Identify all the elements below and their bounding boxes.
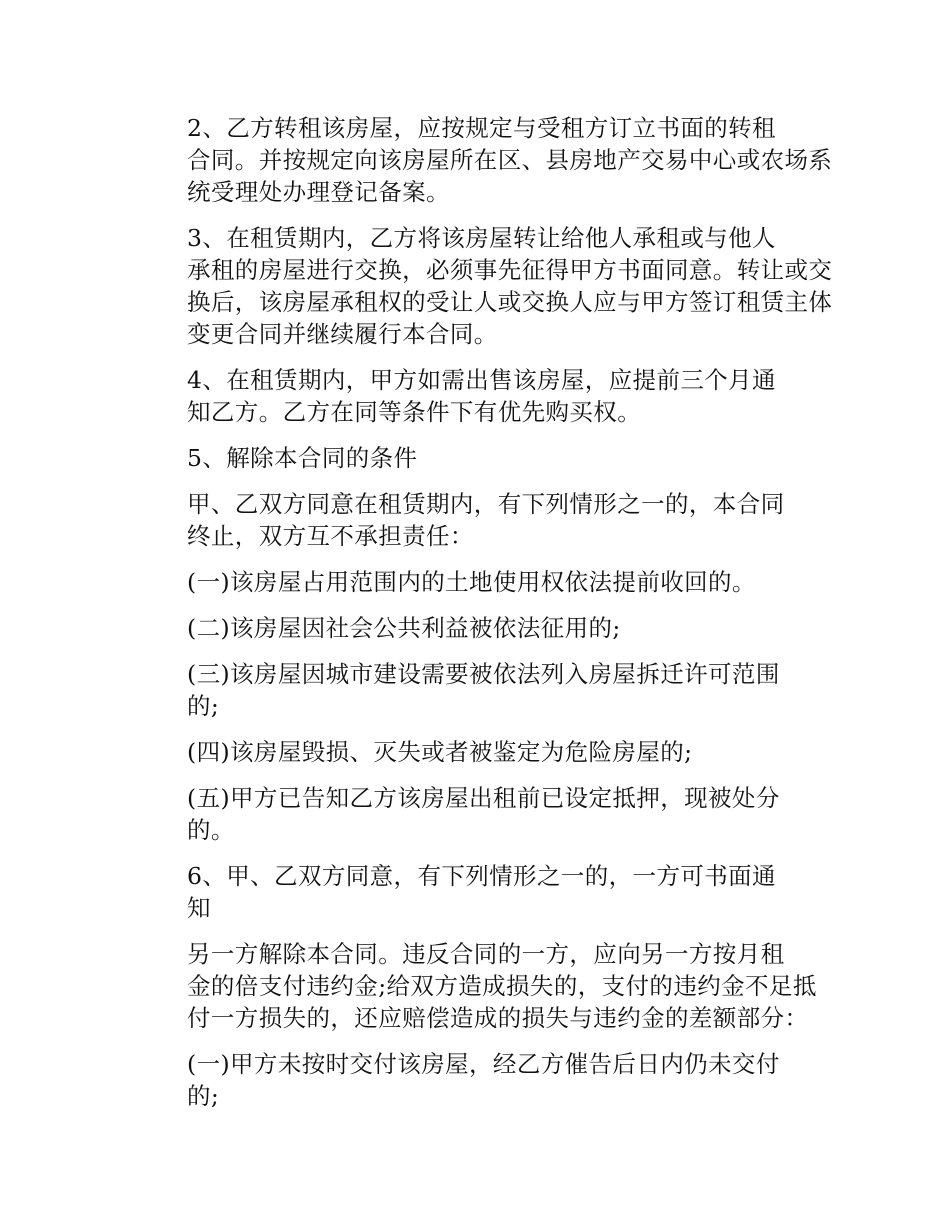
paragraph-transfer (140, 222, 833, 350)
paragraph-sublet (140, 112, 833, 208)
text-line: 换后，该房屋承租权的受让人或交换人应与甲方签订租赁主体 (187, 288, 833, 316)
text-line: 的。 (187, 816, 235, 844)
text-line: 的; (187, 1082, 220, 1110)
clause-item-1 (140, 566, 812, 598)
document-body (140, 112, 833, 1126)
text-line: 6、甲、乙双方同意，有下列情形之一的，一方可书面通 (187, 862, 776, 890)
paragraph-termination-intro (140, 488, 812, 552)
text-line: 承租的房屋进行交换，必须事先征得甲方书面同意。转让或交 (187, 256, 833, 284)
text-line: 知乙方。乙方在同等条件下有优先购买权。 (187, 398, 642, 426)
paragraph-termination-heading (140, 442, 812, 474)
clause-item-2 (140, 612, 812, 644)
clause-item-5 (140, 782, 812, 846)
text-line: (三)该房屋因城市建设需要被依法列入房屋拆迁许可范围 (187, 660, 780, 688)
text-line: 3、在租赁期内，乙方将该房屋转让给他人承租或与他人 (187, 224, 776, 252)
breach-item-1 (140, 1048, 812, 1112)
text-line: (一)甲方未按时交付该房屋，经乙方催告后日内仍未交付 (187, 1050, 780, 1078)
text-line: (四)该房屋毁损、灭失或者被鉴定为危险房屋的; (187, 738, 693, 766)
text-line: 4、在租赁期内，甲方如需出售该房屋，应提前三个月通 (187, 366, 776, 394)
text-line: (五)甲方已告知乙方该房屋出租前已设定抵押，现被处分 (187, 784, 780, 812)
text-line: 另一方解除本合同。违反合同的一方，应向另一方按月租 (187, 940, 785, 968)
text-line: 的; (187, 692, 220, 720)
text-line: (二)该房屋因社会公共利益被依法征用的; (187, 614, 621, 642)
clause-item-4 (140, 736, 812, 768)
text-line: 合同。并按规定向该房屋所在区、县房地产交易中心或农场系 (187, 146, 833, 174)
text-line: 变更合同并继续履行本合同。 (187, 320, 498, 348)
text-line: 付一方损失的，还应赔偿造成的损失与违约金的差额部分： (187, 1004, 809, 1032)
text-line: 终止，双方互不承担责任： (187, 522, 474, 550)
paragraph-breach-penalty (140, 938, 817, 1034)
text-line: 统受理处办理登记备案。 (187, 178, 450, 206)
text-line: 甲、乙双方同意在租赁期内，有下列情形之一的，本合同 (187, 490, 785, 518)
clause-item-3 (140, 658, 812, 722)
text-line: 5、解除本合同的条件 (187, 444, 418, 472)
text-line: 金的倍支付违约金;给双方造成损失的，支付的违约金不足抵 (187, 972, 817, 1000)
paragraph-sale-notice (140, 364, 812, 428)
text-line: 知 (187, 894, 211, 922)
text-line: (一)该房屋占用范围内的土地使用权依法提前收回的。 (187, 568, 756, 596)
text-line: 2、乙方转租该房屋，应按规定与受租方订立书面的转租 (187, 114, 776, 142)
paragraph-unilateral-termination (140, 860, 812, 924)
